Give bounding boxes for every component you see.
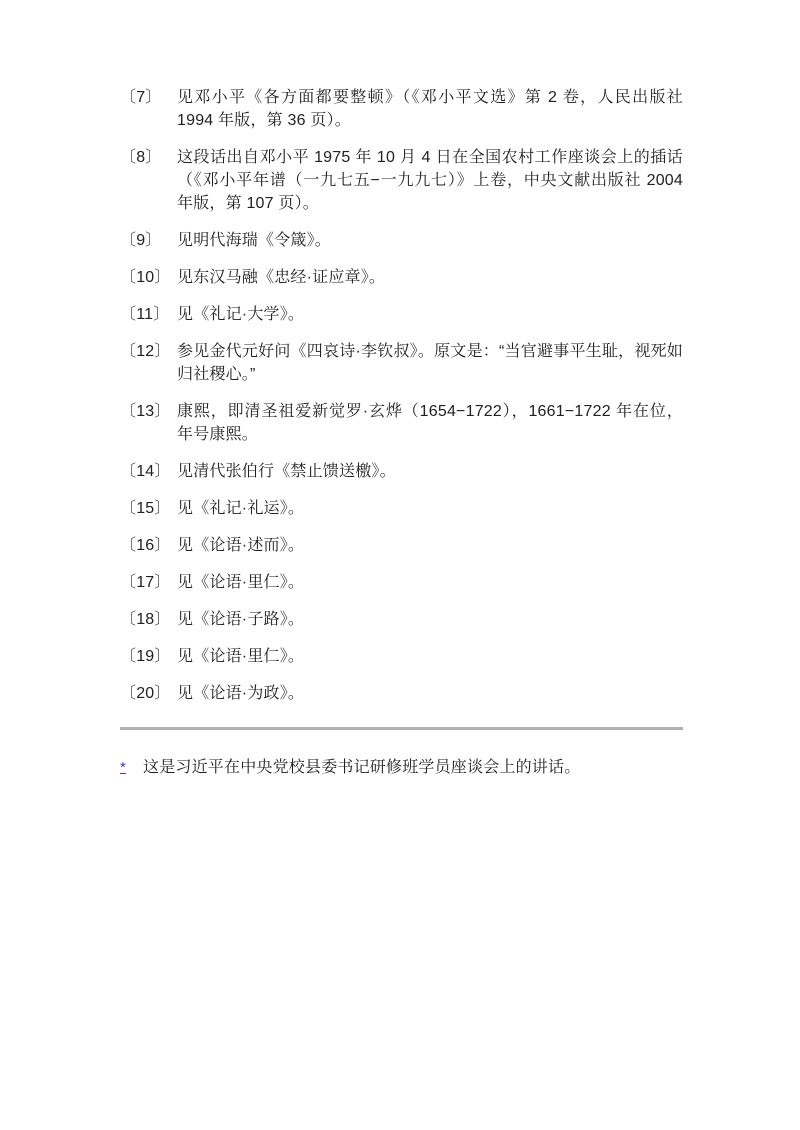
endnote-item xyxy=(120,229,683,252)
endnote-number: 〔15〕 xyxy=(120,500,171,517)
endnote-number: 〔20〕 xyxy=(120,685,171,702)
endnote-item xyxy=(120,682,683,705)
endnote-text: 见东汉马融《忠经·证应章》。 xyxy=(177,269,386,286)
endnote-number: 〔13〕 xyxy=(120,403,171,420)
endnote-number: 〔7〕 xyxy=(120,89,162,106)
endnote-number: 〔8〕 xyxy=(120,149,162,166)
endnote-text: 这段话出自邓小平 1975 年 10 月 4 日在全国农村工作座谈会上的插话（《邓小平年谱（一九七五−一九九七）》上卷，中央文献出版社 2004 年版，第 107 页）。 xyxy=(177,149,683,212)
endnote-text: 见《论语·里仁》。 xyxy=(177,574,305,591)
endnote-text: 康熙，即清圣祖爱新觉罗·玄烨（1654−1722），1661−1722 年在位，年号康熙。 xyxy=(177,403,683,443)
endnote-text: 见《论语·里仁》。 xyxy=(177,648,305,665)
endnote-text: 见《礼记·大学》。 xyxy=(177,306,305,323)
endnote-item xyxy=(120,645,683,668)
footnote-text: 这是习近平在中央党校县委书记研修班学员座谈会上的讲话。 xyxy=(143,759,581,776)
endnote-text: 见《论语·述而》。 xyxy=(177,537,305,554)
endnote-text: 见明代海瑞《令箴》。 xyxy=(177,232,332,249)
endnote-item xyxy=(120,303,683,326)
endnote-number: 〔19〕 xyxy=(120,648,171,665)
endnote-number: 〔18〕 xyxy=(120,611,171,628)
footnote-divider xyxy=(120,727,683,730)
endnote-number: 〔12〕 xyxy=(120,343,171,360)
endnote-text: 见清代张伯行《禁止馈送檄》。 xyxy=(177,463,396,480)
endnote-number: 〔10〕 xyxy=(120,269,171,286)
endnote-item xyxy=(120,146,683,215)
endnote-text: 见《论语·子路》。 xyxy=(177,611,305,628)
endnote-item xyxy=(120,86,683,132)
endnote-item xyxy=(120,497,683,520)
endnote-item xyxy=(120,571,683,594)
endnotes-list xyxy=(120,86,683,705)
endnote-number: 〔14〕 xyxy=(120,463,171,480)
endnote-item xyxy=(120,608,683,631)
endnote-text: 见《礼记·礼运》。 xyxy=(177,500,305,517)
endnote-text: 见《论语·为政》。 xyxy=(177,685,305,702)
endnote-text: 见邓小平《各方面都要整顿》（《邓小平文选》第 2 卷，人民出版社 1994 年版，第 36 页）。 xyxy=(177,89,683,129)
endnote-number: 〔9〕 xyxy=(120,232,162,249)
endnote-number: 〔17〕 xyxy=(120,574,171,591)
endnote-item xyxy=(120,400,683,446)
endnote-text: 参见金代元好问《四哀诗·李钦叔》。原文是：“当官避事平生耻，视死如归社稷心。” xyxy=(177,343,683,383)
endnote-number: 〔11〕 xyxy=(120,306,170,323)
endnote-item xyxy=(120,460,683,483)
endnote-item xyxy=(120,534,683,557)
endnote-item xyxy=(120,266,683,289)
footnote xyxy=(120,756,683,779)
endnote-number: 〔16〕 xyxy=(120,537,171,554)
endnote-item xyxy=(120,340,683,386)
footnote-asterisk-link[interactable]: * xyxy=(120,759,127,776)
